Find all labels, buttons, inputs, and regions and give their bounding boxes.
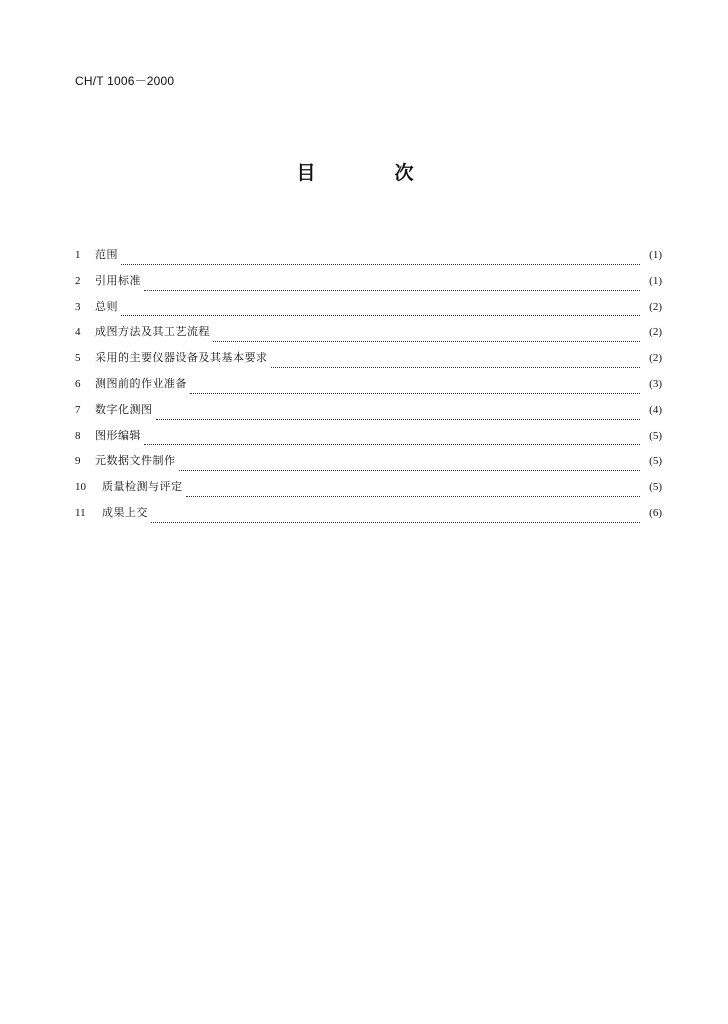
toc-entry[interactable] [75,453,662,479]
toc-page-number: (2) [649,300,662,313]
toc-label: 测图前的作业准备 [95,376,187,390]
toc-leader-dots [190,392,640,394]
toc-leader-dots [144,443,640,445]
toc-number: 10 [75,481,86,494]
document-code: CH/T 1006－2000 [75,74,175,88]
toc-leader-dots [179,469,641,471]
toc-number: 6 [75,377,81,390]
toc-entry[interactable] [75,324,662,350]
toc-entry[interactable] [75,402,662,428]
toc-leader-dots [144,289,640,291]
toc-page-number: (1) [649,249,662,261]
toc-page-number: (6) [649,506,662,519]
toc-label: 元数据文件制作 [95,454,176,468]
toc-page-number: (5) [649,455,662,468]
toc-number: 1 [75,249,81,261]
toc-number: 7 [75,403,81,416]
toc-label: 采用的主要仪器设备及其基本要求 [95,351,268,365]
toc-page-number: (2) [649,326,662,339]
toc-number: 5 [75,352,81,365]
toc-label: 范围 [95,248,118,261]
toc-page-number: (2) [649,352,662,365]
toc-entry[interactable] [75,247,662,273]
toc-entry[interactable] [75,428,662,454]
toc-number: 11 [75,506,86,519]
toc-label: 图形编辑 [95,428,141,442]
toc-entry[interactable] [75,273,662,299]
toc-number: 2 [75,274,81,287]
toc-number: 3 [75,300,81,313]
toc-entry[interactable] [75,299,662,325]
toc-label: 数字化测图 [95,402,153,416]
toc-label: 总则 [95,299,118,313]
toc-page-number: (5) [649,429,662,442]
page-title: 目 次 [296,162,444,184]
toc-number: 8 [75,429,81,442]
toc-page-number: (3) [649,377,662,390]
toc-entry[interactable] [75,376,662,402]
toc-entry[interactable] [75,350,662,376]
toc-page-number: (1) [649,274,662,287]
toc-page-number: (5) [649,481,662,494]
toc-number: 9 [75,455,81,468]
toc-label: 质量检测与评定 [102,480,183,494]
toc-leader-dots [121,263,640,265]
toc-number: 4 [75,326,81,339]
toc-leader-dots [151,521,640,523]
toc-leader-dots [186,495,641,497]
toc-leader-dots [121,314,640,316]
table-of-contents [75,247,662,531]
toc-leader-dots [156,418,641,420]
toc-label: 成图方法及其工艺流程 [95,325,210,339]
toc-entry[interactable] [75,505,662,531]
toc-leader-dots [213,340,640,342]
toc-page-number: (4) [649,403,662,416]
toc-entry[interactable] [75,479,662,505]
toc-label: 成果上交 [102,505,148,519]
toc-label: 引用标准 [95,273,141,287]
toc-leader-dots [271,366,641,368]
